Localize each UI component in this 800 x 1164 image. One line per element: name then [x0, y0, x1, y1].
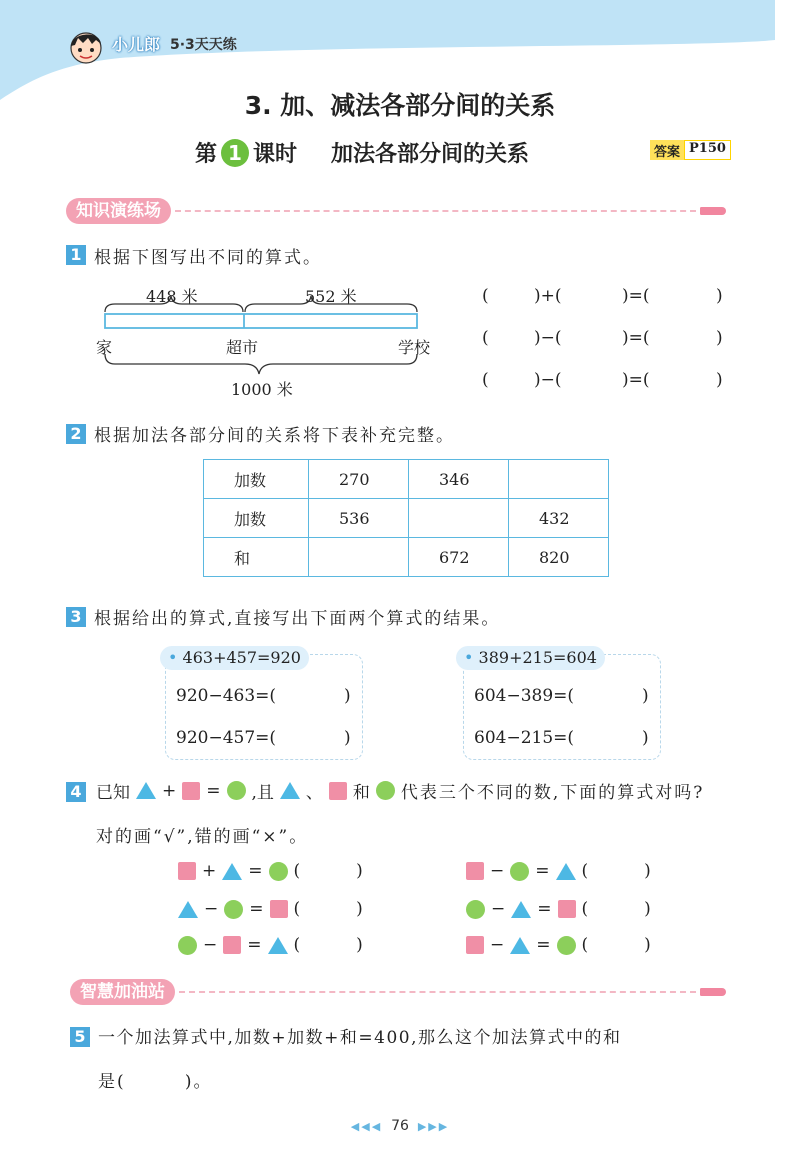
table-cell: 346: [409, 460, 509, 499]
circle-icon: [557, 936, 576, 955]
q1-answer-rows: [482, 286, 727, 412]
question-number: 5: [70, 1027, 90, 1047]
judge-row[interactable]: − = ( ): [178, 899, 363, 919]
page-title: 3. 加、减法各部分间的关系: [244, 91, 556, 120]
question-number: 3: [66, 607, 86, 627]
left-arrows-icon: ◀◀◀: [350, 1120, 383, 1133]
pencil-icon: [700, 207, 726, 215]
square-icon: [270, 900, 288, 918]
page-number: 76: [391, 1118, 409, 1134]
triangle-icon: [280, 782, 300, 799]
question-text: 一个加法算式中,加数+加数+和=400,那么这个加法算式中的和: [98, 1028, 622, 1048]
triangle-icon: [268, 937, 288, 954]
divider: [175, 210, 696, 212]
table-cell: 270: [309, 460, 409, 499]
square-icon: [558, 900, 576, 918]
triangle-icon: [511, 901, 531, 918]
question-instruction: 对的画“√”,错的画“×”。: [96, 827, 309, 847]
mascot-icon: [66, 26, 106, 68]
section-wisdom-label: 智慧加油站: [70, 979, 175, 1005]
question-number: 1: [66, 245, 86, 265]
triangle-icon: [136, 782, 156, 799]
circle-icon: [466, 900, 485, 919]
triangle-icon: [510, 937, 530, 954]
judge-row[interactable]: − = ( ): [466, 899, 651, 919]
table-cell: 820: [509, 538, 609, 577]
q1-row-2[interactable]: ( )−( )=( ): [482, 328, 723, 348]
right-arrows-icon: ▶▶▶: [417, 1120, 450, 1133]
circle-icon: [269, 862, 288, 881]
q1-row-3[interactable]: ( )−( )=( ): [482, 370, 723, 390]
judge-row[interactable]: − = ( ): [466, 935, 651, 955]
table-cell-blank[interactable]: [509, 460, 609, 499]
brand-subtitle: 5·3天天练: [170, 37, 237, 53]
segment-label-1: 448 米: [146, 287, 198, 306]
circle-icon: [178, 936, 197, 955]
pencil-icon: [700, 988, 726, 996]
q1-row-1[interactable]: ( )+( )=( ): [482, 286, 723, 306]
answer-label: 答案: [650, 140, 684, 160]
question-text-cont[interactable]: 是( )。: [98, 1072, 213, 1092]
judge-row[interactable]: + = ( ): [178, 861, 363, 881]
judge-row[interactable]: − = ( ): [178, 935, 363, 955]
table-row: [204, 538, 609, 577]
place-home: 家: [96, 338, 113, 357]
question-text: 根据给出的算式,直接写出下面两个算式的结果。: [94, 609, 501, 629]
place-school: 学校: [398, 338, 431, 357]
lesson-name: 加法各部分间的关系: [331, 142, 530, 167]
table-cell: 和: [204, 538, 309, 577]
table-cell: 加数: [204, 460, 309, 499]
eq-line[interactable]: 920−463=( ): [176, 686, 351, 706]
square-icon: [329, 782, 347, 800]
triangle-icon: [556, 863, 576, 880]
page-footer: [0, 1118, 800, 1134]
triangle-icon: [178, 901, 198, 918]
section-practice: [66, 198, 726, 224]
given-equation-right: • 389+215=604: [456, 646, 605, 670]
answer-page: P150: [684, 140, 731, 160]
judge-row[interactable]: − = ( ): [466, 861, 651, 881]
table-cell-blank[interactable]: [409, 499, 509, 538]
table-cell: 536: [309, 499, 409, 538]
table-row: [204, 460, 609, 499]
circle-icon: [224, 900, 243, 919]
question-number: 2: [66, 424, 86, 444]
table-cell: 672: [409, 538, 509, 577]
question-number: 4: [66, 782, 86, 802]
eq-line[interactable]: 604−389=( ): [474, 686, 649, 706]
total-distance-label: 1000 米: [231, 380, 293, 399]
question-text: 根据下图写出不同的算式。: [94, 248, 322, 268]
eq-line[interactable]: 604−215=( ): [474, 728, 649, 748]
lesson-number-badge: 1: [221, 139, 249, 167]
triangle-icon: [222, 863, 242, 880]
table-row: [204, 499, 609, 538]
lesson-prefix: 第: [195, 142, 218, 167]
eq-line[interactable]: 920−457=( ): [176, 728, 351, 748]
square-icon: [178, 862, 196, 880]
square-icon: [223, 936, 241, 954]
circle-icon: [510, 862, 529, 881]
brand-name: 小儿郎: [112, 35, 161, 54]
square-icon: [466, 862, 484, 880]
divider: [179, 991, 696, 993]
section-wisdom: [70, 979, 726, 1005]
table-cell-blank[interactable]: [309, 538, 409, 577]
circle-icon: [376, 781, 395, 800]
lesson-title: [195, 137, 529, 168]
table-cell: 加数: [204, 499, 309, 538]
segment-label-2: 552 米: [305, 287, 357, 306]
addition-table: [203, 459, 609, 577]
question-text: 根据加法各部分间的关系将下表补充完整。: [94, 426, 455, 446]
circle-icon: [227, 781, 246, 800]
given-equation-left: • 463+457=920: [160, 646, 309, 670]
question-text: 已知 + = ,且 、 和 代表三个不同的数,下面的算式对吗?: [96, 780, 705, 803]
section-practice-label: 知识演练场: [66, 198, 171, 224]
square-icon: [466, 936, 484, 954]
place-market: 超市: [226, 338, 259, 357]
answer-reference: [650, 140, 731, 160]
table-cell: 432: [509, 499, 609, 538]
square-icon: [182, 782, 200, 800]
lesson-suffix: 课时: [253, 142, 298, 167]
